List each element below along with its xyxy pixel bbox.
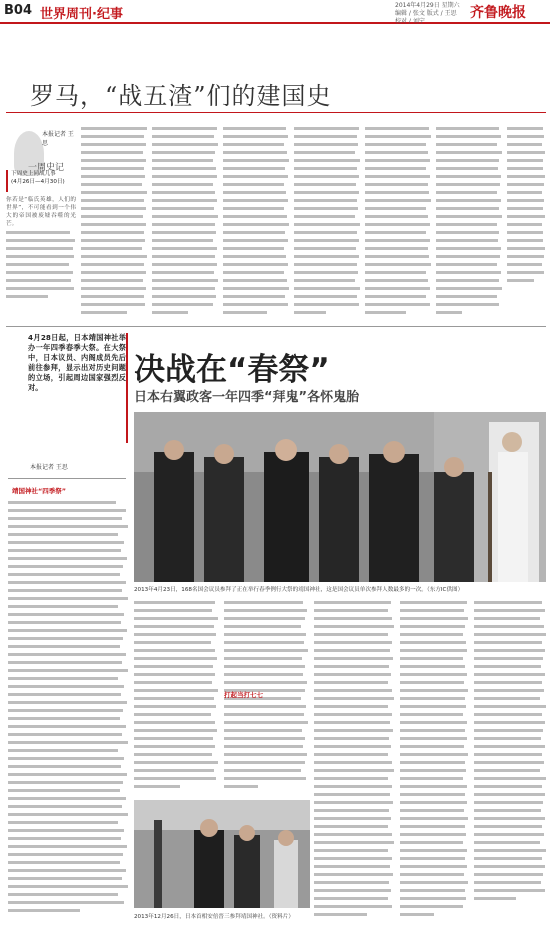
article1-col-6 (365, 124, 431, 322)
article2-col-4 (314, 598, 394, 928)
main-photo-caption: 2013年4月23日，168名国会议员参拜了正在举行春季例行大祭的靖国神社，这是国会议员单次参拜人数最多的一次。（东方IC供图） (134, 587, 464, 593)
article1-col-5 (294, 124, 360, 322)
article2-byline: 本报记者 王思 (30, 464, 68, 471)
article1-col-1 (6, 196, 76, 322)
issue-meta-line: 编辑 / 张文 版式 / 王思 (395, 10, 457, 17)
article1-title: 罗马，“战五渣”们的建国史 (30, 82, 332, 110)
article2-col-6 (474, 598, 546, 928)
author-byline: 本报记者 王思 (42, 131, 74, 147)
lede-accent-bar (126, 333, 128, 443)
byline-divider (8, 478, 126, 479)
article1-col-7 (436, 124, 502, 322)
bottom-photo (134, 800, 310, 908)
issue-meta-line: 2014年4月29日 星期六 (395, 2, 460, 9)
main-photo (134, 412, 546, 582)
issue-meta (395, 2, 465, 26)
title-divider (6, 112, 546, 113)
bottom-photo-image (134, 800, 310, 908)
newspaper-logo: 齐鲁晚报 (470, 5, 526, 21)
article1-col-2 (81, 124, 147, 322)
article2-lede: 4月28日起，日本靖国神社举办一年四季春季大祭。在大祭中，日本议员、内阁成员先后前往参拜，显示出对历史问题的立场，引起周边国家强烈反对。 (28, 333, 126, 392)
article-divider (6, 326, 546, 327)
page-header (0, 0, 550, 24)
column-date: (4月26日—4月30日) (11, 179, 65, 185)
article2-title: 决战在“春祭” (134, 352, 330, 388)
column-name: 一周史记 (28, 163, 65, 173)
column-info (6, 170, 81, 192)
article2-col-2 (134, 598, 218, 798)
section-title: 世界周刊·纪事 (40, 7, 123, 22)
article2-subtitle: 日本右翼政客一年四季“拜鬼”各怀鬼胎 (134, 390, 360, 405)
article1-intro: 你若是“临氏英雄，人们的世界”，不可能看到一个伟大的帝国被废墟吞噬的光芒。 (6, 197, 76, 227)
article2-subhead-2: 打起当打七七 (224, 691, 263, 699)
article1-col-3 (152, 124, 218, 322)
article2-subhead-1: 靖国神社“四季祭” (12, 487, 67, 495)
article2-col-5 (400, 598, 468, 928)
bottom-photo-caption: 2013年12月26日，日本首相安倍晋三参拜靖国神社。（资料片） (134, 914, 294, 920)
article1-col-4 (223, 124, 289, 322)
column-sub: 下周史上同战儿事 (11, 171, 56, 177)
main-photo-image (134, 412, 546, 582)
page-number: B04 (4, 3, 32, 18)
article2-col-1 (8, 498, 128, 926)
article1-col-8 (507, 124, 545, 322)
issue-meta-line: 校对 / 刘宁 (395, 18, 425, 25)
